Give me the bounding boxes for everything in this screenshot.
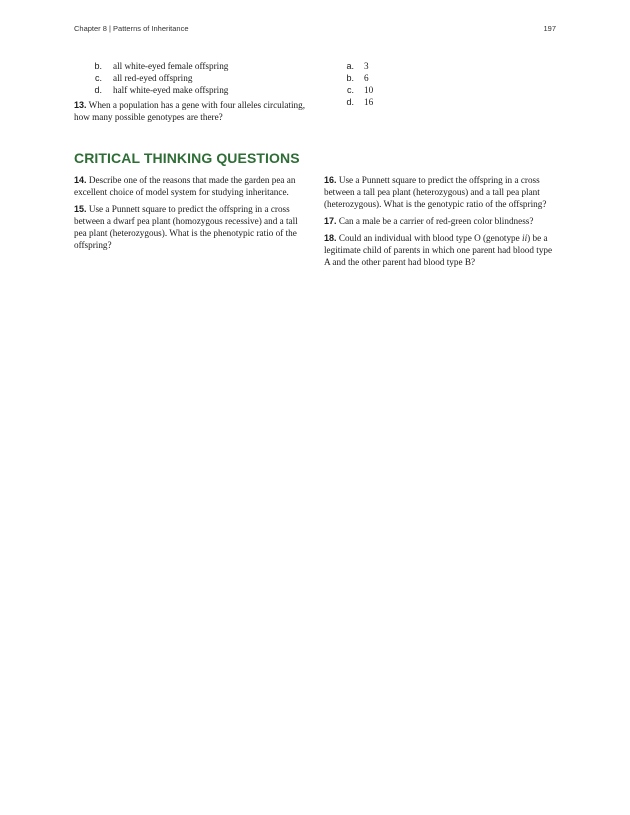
q12-option-b (74, 60, 306, 72)
q13-option-b (324, 72, 556, 84)
critical-left-column (74, 174, 306, 256)
q12-option-c (74, 72, 306, 84)
option-text: all white-eyed female offspring (113, 61, 229, 71)
option-text: 10 (364, 85, 374, 95)
question-number: 17. (324, 216, 337, 226)
question-18 (324, 232, 556, 268)
option-letter: b. (346, 73, 354, 83)
q13-option-a (324, 60, 556, 72)
question-text: Can a male be a carrier of red-green color blindness? (338, 216, 534, 226)
option-letter: c. (94, 73, 102, 83)
q13-option-c (324, 84, 556, 96)
question-text: Use a Punnett square to predict the offspring in a cross between a dwarf pea plant (homozygous recessive) and a tall pea plant (heterozygous). What is the phenotypic ratio of the offspring? (74, 204, 298, 250)
question-text: Use a Punnett square to predict the offspring in a cross between a tall pea plant (heterozygous) and a tall pea plant (heterozygous). What is the genotypic ratio of the offspring? (324, 175, 547, 209)
question-number: 18. (324, 233, 337, 243)
chapter-title: Chapter 8 | Patterns of Inheritance (74, 24, 189, 33)
option-text: 16 (364, 97, 374, 107)
option-text: 6 (364, 73, 369, 83)
review-left-column (74, 60, 306, 128)
option-text: all red-eyed offspring (113, 73, 193, 83)
option-letter: d. (346, 97, 354, 107)
critical-right-column (324, 174, 556, 273)
option-text: 3 (364, 61, 369, 71)
section-title: CRITICAL THINKING QUESTIONS (74, 150, 300, 166)
question-text-before: Could an individual with blood type O (genotype (338, 233, 523, 243)
question-15 (74, 203, 306, 251)
question-number: 14. (74, 175, 87, 185)
question-number: 13. (74, 100, 87, 110)
question-text-after: ) be a legitimate child of parents in which one parent had blood type A and the other parent had blood type B? (324, 233, 553, 267)
question-text: Describe one of the reasons that made the garden pea an excellent choice of model system for studying inheritance. (74, 175, 296, 197)
q13-option-d (324, 96, 556, 108)
question-number: 16. (324, 175, 337, 185)
question-number: 15. (74, 204, 87, 214)
question-14 (74, 174, 306, 198)
q12-option-d (74, 84, 306, 96)
question-16 (324, 174, 556, 210)
question-text: When a population has a gene with four alleles circulating, how many possible genotypes are there? (74, 100, 305, 122)
option-letter: d. (94, 85, 102, 95)
question-17 (324, 215, 556, 227)
question-13 (74, 99, 306, 123)
option-text: half white-eyed make offspring (113, 85, 229, 95)
option-letter: b. (94, 61, 102, 71)
option-letter: c. (346, 85, 354, 95)
option-letter: a. (346, 61, 354, 71)
genotype-italic: ii (522, 233, 528, 243)
review-right-column (324, 60, 556, 108)
page-number: 197 (543, 24, 556, 33)
